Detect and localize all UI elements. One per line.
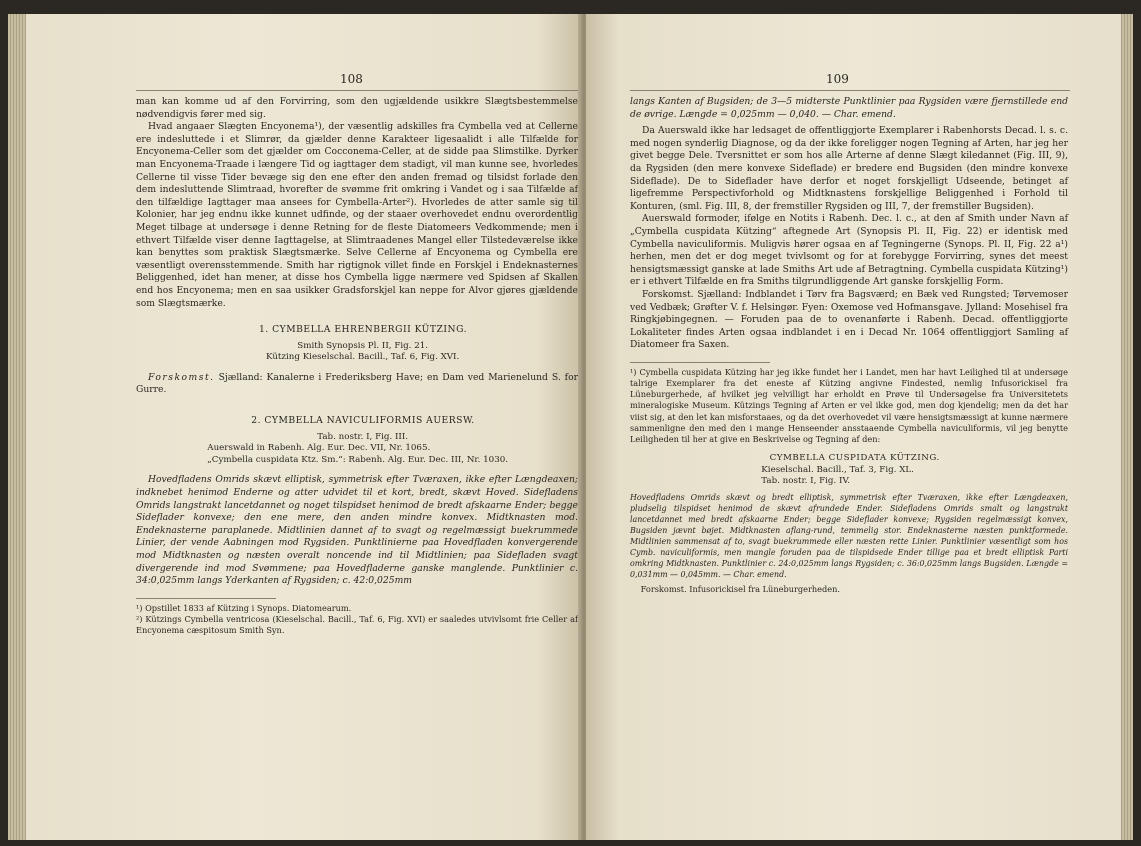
footnote-1: ¹) Opstillet 1833 af Kützing i Synops. Diatomearum.	[136, 602, 352, 613]
species-ref: Auerswald in Rabenh. Alg. Eur. Dec. VII, Nr. 1065.	[207, 443, 431, 454]
footnote-species-heading: CYMBELLA CUSPIDATA KÜTZING.	[769, 453, 940, 464]
left-text-column	[136, 96, 578, 636]
footnote-species-description: Hovedfladens Omrids skævt og bredt elliptisk, symmetrisk efter Tværaxen, ikke efter Længdeaxen, pludselig tilspidset henimod de skævt afrundede Ender. Sidefladens Omrids smalt og langstrakt lancetdannet med bredt afskaarne Ender; begge Sideflader konvexe; Rygsiden regelmæssigt konvex, Bugsiden jævnt bøjet. Midtknasten aflang-rund, temmelig stor. Endeknasterne næsten punktformede. Midtlinien sammensat af to, svagt buekrummede eller næsten rette Linier. Punktlinier væsentligt som hos Cymb. naviculiformis, men mangle foruden paa de tilspidsede Ender tillige paa et bredt elliptisk Parti omkring Midtknasten. Punktlinier c. 24:0,025mm langs Rygsiden; c. 36:0,025mm langs Bugsiden. Længde = 0,031mm — 0,045mm. — Char. emend.	[630, 493, 1068, 580]
paragraph-description-naviculiformis: Hovedfladens Omrids skævt elliptisk, symmetrisk efter Tværaxen, ikke efter Længdeaxen; indknebet henimod Enderne og atter udvidet til et kort, bredt, skævt Hoved. Sidefladens Omrids langstrakt lancetdannet og noget tilspidset henimod de bredt afskaarne Ender; begge Sideflader konvexe; den ene mere, den anden mindre konvex. Midtknasten mod. Endeknasterne paraplanede. Midtlinien dannet af to svagt og regelmæssigt buekrummede Linier, der vende Aabningen mod Rygsiden. Punktlinierne paa Hovedfladen konvergerende mod Midtknasten og næsten overalt noncende ind til Midtlinien; paa Sidefladen svagt divergerende ind mod Svømmene; paa Hovedfladerne ganske manglende. Punktlinier c. 34:0,025mm langs Yderkanten af Rygsiden; c. 42:0,025mm	[136, 474, 578, 587]
footnote-cuspidata: ¹) Cymbella cuspidata Kützing har jeg ikke fundet her i Landet, men har havt Leilighed til at undersøge talrige Exemplarer fra det eneste af Kützing angivne Findested, nemlig Infusorickisel fra Lüneburgerhede, af hvilket jeg velvilligt har erholdt en Prøve til Undersøgelse fra Universitetets mineralogiske Museum. Kützings Tegning af Arten er vel ikke god, men dog kjendelig; men da det har viist sig, at den let kan misforstaaes, og da det overhovedet vil være hensigtsmæssigt at kunne nærmere sammenligne den med den i mange Henseender ansstaaende Cymbella naviculiformis, vil jeg benytte Leiligheden til her at give en Beskrivelse og Tegning af den:	[630, 366, 1068, 445]
species-ref: Smith Synopsis Pl. II, Fig. 21.	[297, 340, 429, 351]
right-text-column	[630, 96, 1068, 595]
paragraph-encyonema: Hvad angaaer Slægten Encyonema¹), der væsentlig adskilles fra Cymbella ved at Cellerne ere indesluttede i et Slimrør, da gjælder denne Karakteer ligesaalidt i alle Tilfælde for Encyonema-Celler som det gjælder om Cocconema-Celler, at de sidde paa Slimstilke. Dyrker man Encyonema-Traade i længere Tid og iagttager dem stadigt, vil man kunne see, hvorledes Cellerne til visse Tider bevæge sig den ene efter den anden fremad og tilsidst forlade den dem indesluttende Slimtraad, hvorefter de svømme frit omkring i Vandet og i saa Tilfælde af den tilfældige Iagttager maa ansees for Cymbella-Arter²). Hvorledes de atter samle sig til Kolonier, har jeg endnu ikke kunnet udfinde, og der staaer overhovedet endnu overordentlig Meget tilbage at undersøge i denne Retning for de fleste Diatomeers Vedkommende; men i ethvert Tilfælde viser denne Iagttagelse, at Slimtraadenes Mangel eller Tilstedeværelse ikke kan benyttes som praktisk Slægtsmærke. Selve Cellerne af Encyonema og Cymbella ere væsentligt overensstemmende. Smith har rigtignok villet finde en Forskjel i Endeknasternes Beliggenhed, idet han mener, at disse hos Cymbella ligge nærmere ved Spidsen af Skallen end hos Encyonema; men en saa usikker Gradsforskjel kan neppe for Alvor gjøres gjældende som Slægtsmærke.	[136, 121, 578, 309]
locality-text: Sjælland: Kanalerne i Frederiksberg Have; en Dam ved Marienelund S. for Gurre.	[136, 371, 579, 396]
footnote-species-locality: Forskomst. Infusorickisel fra Lüneburgerheden.	[640, 584, 840, 595]
paragraph-forekomst: Forskomst. Sjælland: Indblandet i Tørv fra Bagsværd; en Bæk ved Rungsted; Tørvemoser ved Vedbæk; Grøfter V. f. Helsingør. Fyen: Oxemose ved Hofmansgave. Jylland: Mosehisel fra Ringkjøbingegnen. — Foruden paa de to ovenanførte i Rabenh. Decad. offentliggjorte Lokaliteter findes Arten ogsaa indblandet i en i Decad Nr. 1064 offentliggjort Samling af Diatomeer fra Saxen.	[630, 288, 1068, 351]
footnote-species-ref: Kieselschal. Bacill., Taf. 3, Fig. XL.	[761, 464, 914, 475]
paragraph-intro: man kan komme ud af den Forvirring, som den ugjældende usikkre Slægtsbestemmelse nødvendigvis fører med sig.	[136, 96, 578, 120]
right-page	[586, 14, 1131, 840]
left-page	[26, 14, 582, 840]
species-heading-ehrenbergii: 1. CYMBELLA EHRENBERGII KÜTZING.	[258, 324, 468, 336]
paragraph-smith: Auerswald formoder, ifølge en Notits i Rabenh. Dec. l. c., at den af Smith under Navn af „Cymbella cuspidata Kützing“ aftegnede Art (Synopsis Pl. II, Fig. 22) er identisk med Cymbella naviculiformis. Muligvis hører ogsaa en af Tegningerne (Synops. Pl. II, Fig. 22 a¹) herhen, men det er dog meget tvivlsomt og for at forebygge Forvirring, synes det meest hensigtsmæssigt ganske at lade Smiths Art ude af Betragtning. Cymbella cuspidata Kützing¹) er i ethvert Tilfælde en fra Smiths tilgrundliggende Art ganske forskjellig Form.	[630, 213, 1068, 288]
header-rule-right	[630, 90, 1070, 91]
species-ref: Kützing Kieselschal. Bacill., Taf. 6, Fig. XVI.	[266, 352, 460, 363]
book-spread	[8, 14, 1133, 840]
header-rule-left	[136, 90, 580, 91]
page-number-left: 108	[340, 72, 363, 86]
paragraph-locality-ehrenbergii	[136, 372, 578, 397]
species-ref: „Cymbella cuspidata Ktz. Sm.“: Rabenh. Alg. Eur. Dec. III, Nr. 1030.	[207, 454, 509, 465]
species-ref: Tab. nostr. I, Fig. III.	[317, 431, 409, 442]
paragraph-auerswald: Da Auerswald ikke har ledsaget de offentliggjorte Exemplarer i Rabenhorsts Decad. l. s. c. med nogen synderlig Diagnose, og da der ikke foreligger nogen Tegning af Arten, har jeg her givet begge Dele. Tversnittet er som hos alle Arterne af denne Slægt kiledannet (Fig. III, 9), da Rygsiden (den mere konvexe Sideflade) er bredere end Bugsiden (den mindre konvexe Sideflade). De to Sideflader have derfor et noget forskjelligt Udseende, betinget af ligefremme Perspectivforhold og Midtknastens forskjellige Beliggenhed i Forhold til Konturen, (sml. Fig. III, 8, der fremstiller Rygsiden og III, 7, der fremstiller Bugsiden).	[630, 125, 1068, 212]
locality-label: Forskomst.	[147, 371, 215, 383]
footnote-rule	[630, 362, 770, 363]
paragraph-continuation: langs Kanten af Bugsiden; de 3—5 midterste Punktlinier paa Rygsiden være fjernstillede end de øvrige. Længde = 0,025mm — 0,040. — Char. emend.	[630, 96, 1068, 120]
species-heading-naviculiformis: 2. CYMBELLA NAVICULIFORMIS AUERSW.	[251, 415, 475, 427]
footnote-species-ref: Tab. nostr. I, Fig. IV.	[761, 476, 850, 487]
footnote-rule	[136, 598, 276, 599]
page-number-right: 109	[826, 72, 849, 86]
footnote-2: ²) Kützings Cymbella ventricosa (Kieselschal. Bacill., Taf. 6, Fig. XVI) er saaledes utvivlsomt frie Celler af Encyonema cæspitosum Smith Syn.	[136, 613, 578, 636]
page-edges-right	[1121, 14, 1133, 840]
